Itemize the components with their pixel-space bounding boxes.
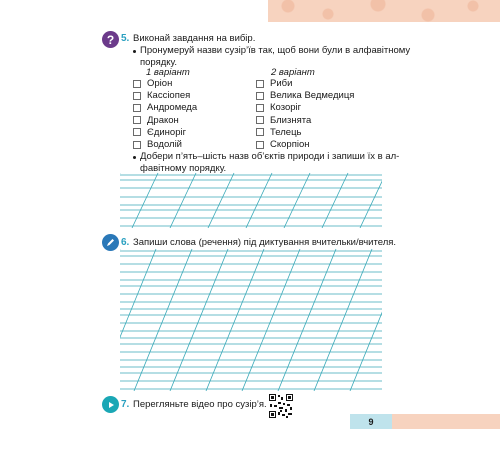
variant-1-label: Андромеда (147, 102, 198, 114)
slant-line (134, 249, 192, 391)
page-number: 9 (350, 414, 392, 429)
variant-2-label: Скорпіон (270, 139, 310, 150)
question-icon: ? (102, 31, 119, 48)
slant-line (350, 249, 408, 391)
variant-1-label: Водолій (147, 139, 182, 150)
instruction-line: Добери п’ять–шість назв об’єктів природи і запиши їх в ал- (140, 151, 400, 162)
instruction-line: фавітному порядку. (140, 163, 227, 174)
instruction-line: порядку. (140, 57, 177, 68)
variant-2-label: Козоріг (270, 102, 302, 114)
variant-2-label: Велика Ведмедиця (270, 90, 355, 102)
instruction-line: Пронумеруй назви сузір’їв так, щоб вони були в алфавітному (140, 45, 411, 56)
slant-line (62, 249, 120, 391)
task-5-number: 5. (121, 33, 130, 44)
variant-1-label: Єдиноріг (147, 126, 187, 138)
variant-1-label: Оріон (147, 78, 173, 89)
slant-line (206, 249, 264, 391)
variant-2-heading: 2 варіант (271, 67, 315, 78)
variant-2-label: Телець (270, 126, 302, 138)
slant-line (278, 249, 336, 391)
variant-1-heading: 1 варіант (146, 67, 190, 78)
slant-line (98, 249, 156, 391)
task-6-title: Запиши слова (речення) під диктування вчительки/вчителя. (133, 237, 397, 248)
variant-1-label: Кассіопея (147, 90, 191, 102)
task-7-number: 7. (121, 399, 130, 410)
task-6-number: 6. (121, 237, 130, 248)
play-icon[interactable] (102, 396, 119, 413)
variant-1-label: Дракон (147, 114, 179, 126)
qr-code-icon[interactable] (268, 393, 294, 419)
slant-line (242, 249, 300, 391)
task-5-title: Виконай завдання на вибір. (133, 33, 256, 44)
slant-line (170, 249, 228, 391)
variant-2-label: Близнята (270, 114, 312, 126)
task-7-title: Перегляньте відео про сузір’я. (133, 399, 267, 410)
slant-line (314, 249, 372, 391)
variant-2-label: Риби (270, 78, 293, 89)
